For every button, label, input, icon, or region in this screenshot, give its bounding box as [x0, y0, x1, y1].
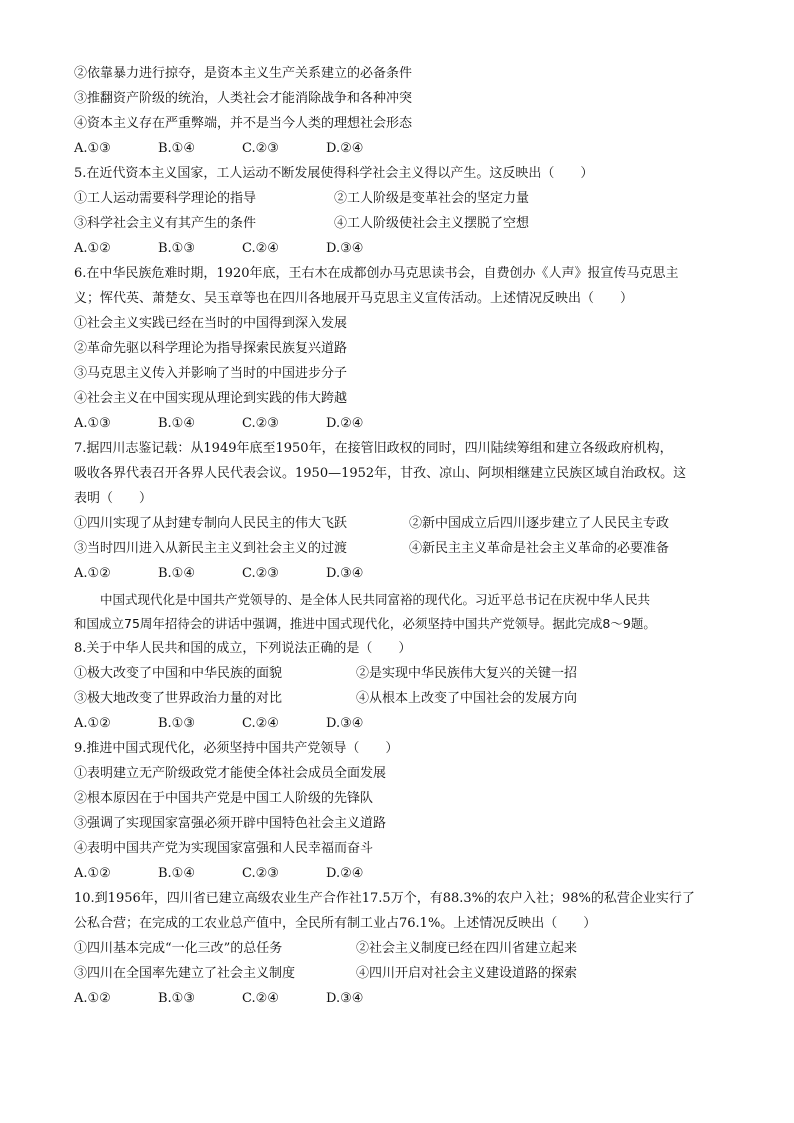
q7-statement-3: ③当时四川进入从新民主主义到社会主义的过渡 [74, 541, 348, 556]
q5-option-d[interactable]: D.③④ [326, 241, 364, 256]
q10-statement-1: ①四川基本完成“一化三改”的总任务 [74, 941, 283, 956]
q5-stem: 5.在近代资本主义国家，工人运动不断发展使得科学社会主义得以产生。这反映出（ ） [74, 166, 594, 181]
q4-option-a[interactable]: A.①③ [74, 141, 111, 156]
q7-statements-row-2 [74, 541, 734, 557]
q8-statements-row-2 [74, 691, 734, 707]
q10-option-b[interactable]: B.①③ [158, 991, 195, 1006]
q6-statement-1: ①社会主义实践已经在当时的中国得到深入发展 [74, 316, 348, 331]
q7-option-c[interactable]: C.②③ [242, 566, 279, 581]
q5-statement-2: ②工人阶级是变革社会的坚定力量 [334, 191, 530, 206]
q6-option-a[interactable]: A.①③ [74, 416, 111, 431]
q10-statement-2: ②社会主义制度已经在四川省建立起来 [356, 941, 578, 956]
q5-statement-4: ④工人阶级使社会主义摆脱了空想 [334, 216, 530, 231]
q9-option-b[interactable]: B.①④ [158, 866, 195, 881]
q5-statement-3: ③科学社会主义有其产生的条件 [74, 216, 257, 231]
q10-option-d[interactable]: D.③④ [326, 991, 364, 1006]
q8-statement-4: ④从根本上改变了中国社会的发展方向 [356, 691, 578, 706]
q9-option-a[interactable]: A.①② [74, 866, 111, 881]
q4-option-b[interactable]: B.①④ [158, 141, 195, 156]
q5-option-a[interactable]: A.①② [74, 241, 111, 256]
q7-statement-4: ④新民主主义革命是社会主义革命的必要准备 [409, 541, 670, 556]
q6-statement-3: ③马克思主义传入并影响了当时的中国进步分子 [74, 366, 348, 381]
q7-statement-1: ①四川实现了从封建专制向人民民主的伟大飞跃 [74, 516, 348, 531]
q9-option-d[interactable]: D.②④ [326, 866, 364, 881]
q4-statement-4: ④资本主义存在严重弊端，并不是当今人类的理想社会形态 [74, 116, 413, 131]
q7-option-b[interactable]: B.①④ [158, 566, 195, 581]
q4-options [74, 141, 734, 157]
q10-option-a[interactable]: A.①② [74, 991, 111, 1006]
q6-statement-4: ④社会主义在中国实现从理论到实践的伟大跨越 [74, 391, 348, 406]
q6-stem-line-1: 6.在中华民族危难时期，1920年底，王右木在成都创办马克思读书会，自费创办《人声》报宣传马克思主 [74, 266, 679, 281]
q4-statement-3: ③推翻资产阶级的统治，人类社会才能消除战争和各种冲突 [74, 91, 413, 106]
q8-option-a[interactable]: A.①② [74, 716, 111, 731]
q10-statements-row-1 [74, 941, 734, 957]
q10-option-c[interactable]: C.②④ [242, 991, 279, 1006]
q9-stem: 9.推进中国式现代化，必须坚持中国共产党领导（ ） [74, 741, 399, 756]
q4-statement-2: ②依靠暴力进行掠夺，是资本主义生产关系建立的必备条件 [74, 66, 413, 81]
q7-options [74, 566, 734, 582]
material-intro-line-2: 和国成立75周年招待会的讲话中强调，推进中国式现代化，必须坚持中国共产党领导。据此完成8～9题。 [74, 616, 656, 631]
q7-option-a[interactable]: A.①② [74, 566, 111, 581]
q9-statement-2: ②根本原因在于中国共产党是中国工人阶级的先锋队 [74, 791, 374, 806]
q9-statement-3: ③强调了实现国家富强必须开辟中国特色社会主义道路 [74, 816, 387, 831]
q7-stem-line-2: 吸收各界代表召开各界人民代表会议。1950—1952年，甘孜、凉山、阿坝相继建立民族区域自治政权。这 [74, 466, 687, 481]
q5-options [74, 241, 734, 257]
q7-stem-line-1: 7.据四川志鉴记载：从1949年底至1950年，在接管旧政权的同时，四川陆续筹组和建立各级政府机构， [74, 441, 673, 456]
q9-statement-4: ④表明中国共产党为实现国家富强和人民幸福而奋斗 [74, 841, 374, 856]
q6-option-b[interactable]: B.①④ [158, 416, 195, 431]
q4-option-d[interactable]: D.②④ [326, 141, 364, 156]
material-intro-line-1: 中国式现代化是中国共产党领导的、是全体人民共同富裕的现代化。习近平总书记在庆祝中华人民共 [100, 592, 651, 607]
q6-option-c[interactable]: C.②③ [242, 416, 279, 431]
q8-options [74, 716, 734, 732]
q5-statements-row-2 [74, 216, 734, 232]
q6-stem-line-2: 义；恽代英、萧楚女、吴玉章等也在四川各地展开马克思主义宣传活动。上述情况反映出（ ） [74, 291, 634, 306]
q6-options [74, 416, 734, 432]
q5-statements-row-1 [74, 191, 734, 207]
q8-statement-3: ③极大地改变了世界政治力量的对比 [74, 691, 283, 706]
q8-statements-row-1 [74, 666, 734, 682]
q5-statement-1: ①工人运动需要科学理论的指导 [74, 191, 257, 206]
q8-statement-2: ②是实现中华民族伟大复兴的关键一招 [356, 666, 578, 681]
q5-option-c[interactable]: C.②④ [242, 241, 279, 256]
q8-option-b[interactable]: B.①③ [158, 716, 195, 731]
q7-statements-row-1 [74, 516, 734, 532]
q9-options [74, 866, 734, 882]
q5-option-b[interactable]: B.①③ [158, 241, 195, 256]
q10-stem-line-1: 10.到1956年，四川省已建立高级农业生产合作社17.5万个，有88.3%的农户入社；98%的私营企业实行了 [74, 891, 695, 906]
q8-stem: 8.关于中华人民共和国的成立，下列说法正确的是（ ） [74, 641, 412, 656]
q6-option-d[interactable]: D.②④ [326, 416, 364, 431]
q4-option-c[interactable]: C.②③ [242, 141, 279, 156]
q8-statement-1: ①极大改变了中国和中华民族的面貌 [74, 666, 283, 681]
q10-statement-3: ③四川在全国率先建立了社会主义制度 [74, 966, 296, 981]
q9-statement-1: ①表明建立无产阶级政党才能使全体社会成员全面发展 [74, 766, 387, 781]
q10-statements-row-2 [74, 966, 734, 982]
q10-statement-4: ④四川开启对社会主义建设道路的探索 [356, 966, 578, 981]
q6-statement-2: ②革命先驱以科学理论为指导探索民族复兴道路 [74, 341, 348, 356]
q7-statement-2: ②新中国成立后四川逐步建立了人民民主专政 [409, 516, 670, 531]
q9-option-c[interactable]: C.②③ [242, 866, 279, 881]
q10-options [74, 991, 734, 1007]
q8-option-d[interactable]: D.③④ [326, 716, 364, 731]
q8-option-c[interactable]: C.②④ [242, 716, 279, 731]
q7-stem-line-3: 表明（ ） [74, 491, 153, 506]
q10-stem-line-2: 公私合营；在完成的工农业总产值中，全民所有制工业占76.1%。上述情况反映出（ ） [74, 916, 597, 931]
q7-option-d[interactable]: D.③④ [326, 566, 364, 581]
